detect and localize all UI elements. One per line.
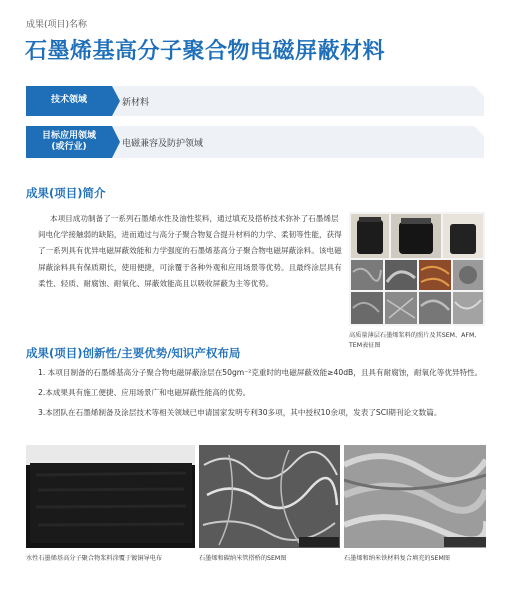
- sem-iron-composite-photo: [344, 445, 486, 548]
- innovation-heading: 成果(项目)创新性/主要优势/知识产权布局: [26, 346, 241, 360]
- arrow-decoration: [112, 86, 120, 116]
- coated-fabric-photo: [26, 445, 195, 548]
- info-row-tech-field: [26, 86, 484, 116]
- list-item: 2.本成果具有施工便捷、应用场景广和电磁屏蔽性能高的优势。: [38, 388, 251, 398]
- arrow-decoration: [112, 126, 120, 158]
- bottom-caption-2: 石墨烯和碳纳米管搭桥的SEM图: [199, 555, 287, 562]
- corner-fold: [474, 126, 484, 136]
- info-value: 电磁兼容及防护领域: [122, 138, 204, 149]
- sem-cnt-photo: [199, 445, 340, 548]
- figure-collage-image: [349, 212, 485, 326]
- info-key: 目标应用领域 (或行业): [26, 126, 112, 158]
- info-value: 新材料: [122, 97, 150, 108]
- fabric-image: [26, 445, 195, 548]
- info-row-application-field: [26, 126, 484, 158]
- corner-fold: [474, 86, 484, 96]
- project-name-label: 成果(项目)名称: [26, 20, 88, 30]
- info-key: 技术领域: [26, 86, 112, 116]
- characterization-figure: [349, 212, 485, 326]
- intro-heading: 成果(项目)简介: [26, 186, 106, 200]
- sem-composite-image: [344, 445, 486, 548]
- bottom-caption-3: 石墨烯和纳米铁材料复合填充的SEM图: [344, 555, 450, 562]
- innovation-list: [38, 366, 490, 421]
- sem-cnt-image: [199, 445, 340, 548]
- page-title: 石墨烯基高分子聚合物电磁屏蔽材料: [25, 39, 386, 64]
- figure-caption: 高质量薄层石墨烯浆料的照片及其SEM、AFM、TEM表征图: [349, 332, 481, 349]
- list-item: 1. 本项目制备的石墨烯基高分子聚合物电磁屏蔽涂层在50gm⁻²克重时的电磁屏蔽效能≥40dB，且具有耐腐蚀，耐氧化等优异特性。: [38, 368, 483, 377]
- bottom-caption-1: 水性石墨烯基高分子聚合物浆料涂覆于镀铜导电布: [26, 555, 163, 562]
- list-item: 3.本团队在石墨烯制备及涂层技术等相关领域已申请国家发明专利30多项，其中授权10余项，发表了SCI期刊论文数篇。: [38, 408, 442, 418]
- intro-paragraph: 本项目成功制备了一系列石墨烯水性及油性浆料，通过填充及搭桥技术弥补了石墨烯层间电化学接触弱的缺陷，进而通过与高分子聚合物复合提升材料的力学、柔韧等性能，获得了一系列具有优异电磁屏蔽效能和力学强度的石墨烯基高分子聚合物电磁屏蔽涂料。该电磁屏蔽涂料具有保质期长，使用便捷，可涂覆于各种外观和应用场景等优势。且最终涂层具有柔性、轻质、耐腐蚀、耐氧化、屏蔽效能高且以吸收屏蔽为主等优势。: [38, 214, 342, 288]
